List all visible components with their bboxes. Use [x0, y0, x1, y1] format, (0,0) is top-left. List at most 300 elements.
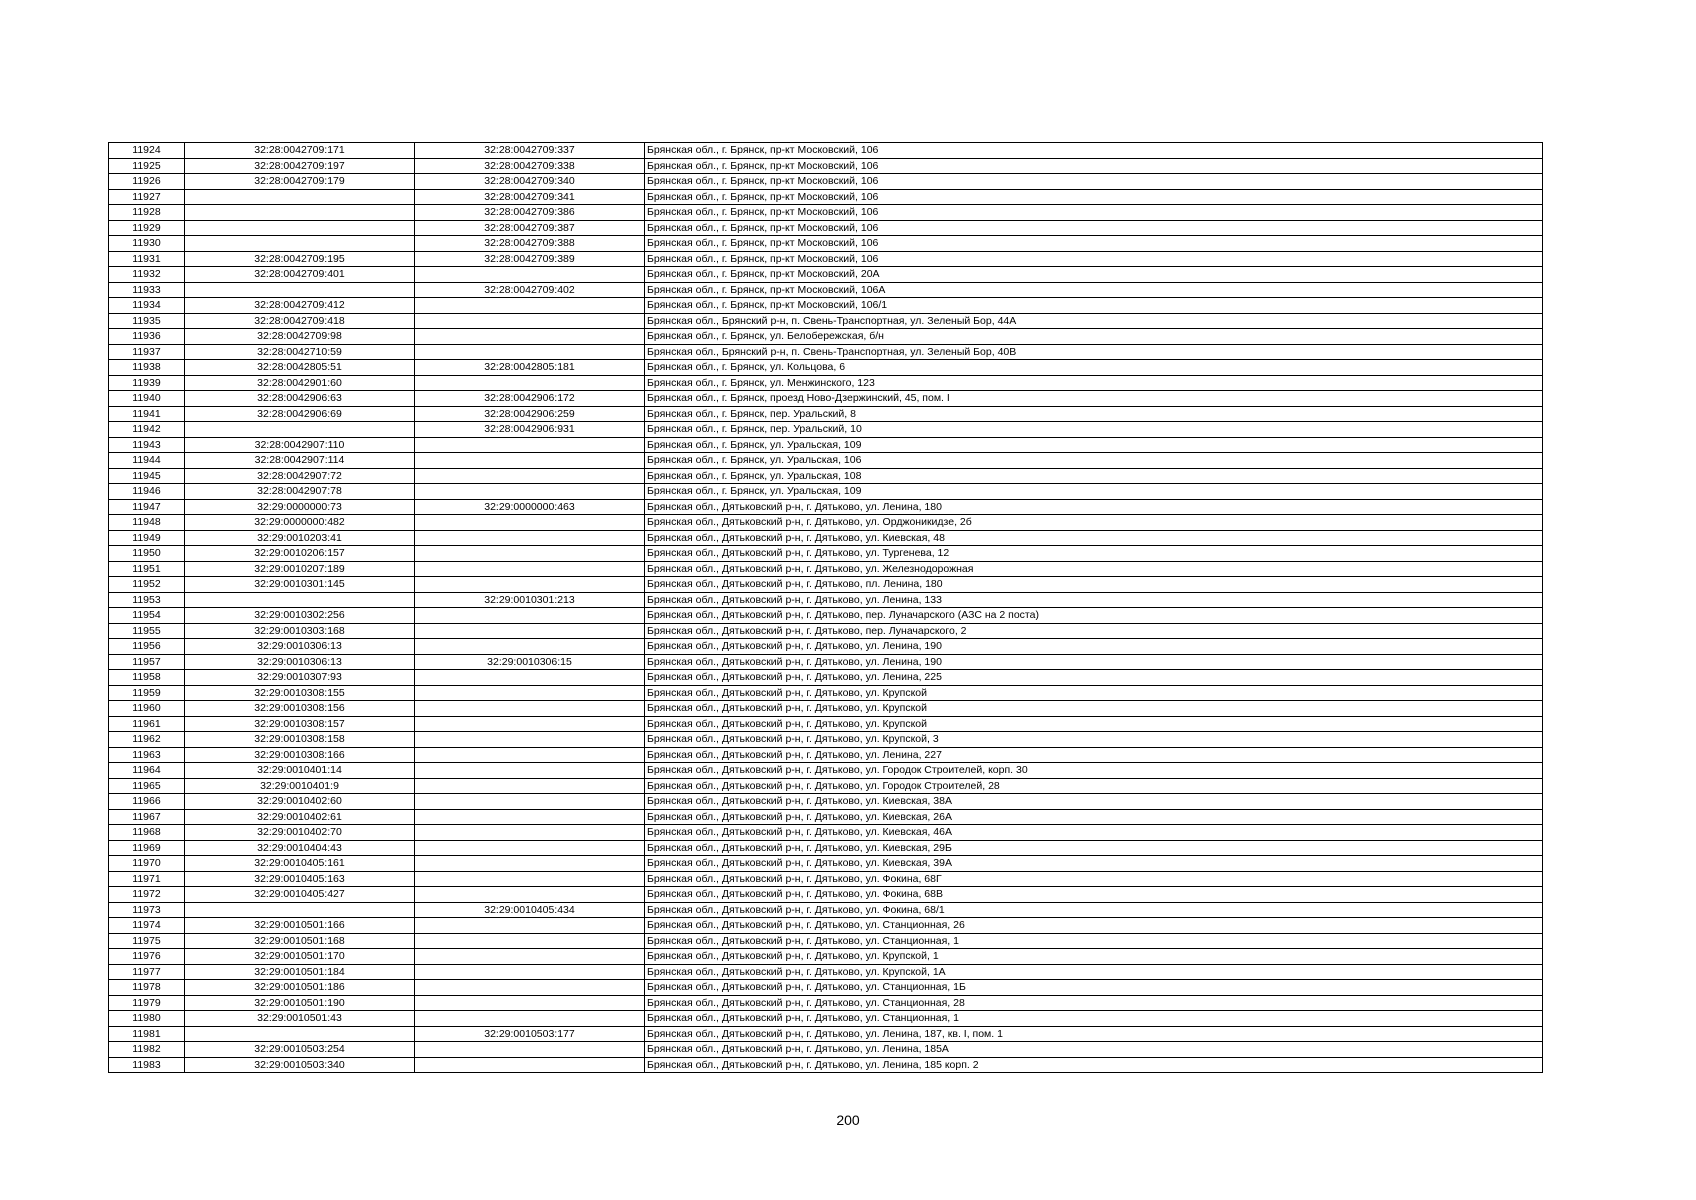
- address-cell: Брянская обл., Дятьковский р-н, г. Дятьково, ул. Киевская, 29Б: [645, 840, 1543, 856]
- cadastral-number-building-cell: [415, 546, 645, 562]
- cadastral-number-building-cell: [415, 639, 645, 655]
- cadastral-number-land-cell: 32:28:0042906:63: [185, 391, 415, 407]
- cadastral-number-land-cell: [185, 282, 415, 298]
- table-row: [109, 964, 1543, 980]
- address-cell: Брянская обл., Дятьковский р-н, г. Дятьково, ул. Ленина, 225: [645, 670, 1543, 686]
- row-number-cell: 11945: [109, 468, 185, 484]
- cadastral-number-land-cell: 32:29:0010501:190: [185, 995, 415, 1011]
- cadastral-number-land-cell: 32:29:0010308:157: [185, 716, 415, 732]
- address-cell: Брянская обл., г. Брянск, пер. Уральский, 10: [645, 422, 1543, 438]
- cadastral-number-land-cell: 32:28:0042901:60: [185, 375, 415, 391]
- address-cell: Брянская обл., Дятьковский р-н, г. Дятьково, ул. Ленина, 180: [645, 499, 1543, 515]
- table-row: [109, 329, 1543, 345]
- table-row: [109, 313, 1543, 329]
- address-cell: Брянская обл., г. Брянск, ул. Уральская, 108: [645, 468, 1543, 484]
- row-number-cell: 11924: [109, 143, 185, 159]
- cadastral-number-land-cell: 32:28:0042709:197: [185, 158, 415, 174]
- address-cell: Брянская обл., Брянский р-н, п. Свень-Транспортная, ул. Зеленый Бор, 40В: [645, 344, 1543, 360]
- cadastral-number-land-cell: 32:29:0010501:43: [185, 1011, 415, 1027]
- address-cell: Брянская обл., Дятьковский р-н, г. Дятьково, ул. Фокина, 68Г: [645, 871, 1543, 887]
- row-number-cell: 11966: [109, 794, 185, 810]
- cadastral-number-land-cell: 32:29:0010503:254: [185, 1042, 415, 1058]
- cadastral-number-land-cell: 32:29:0010308:155: [185, 685, 415, 701]
- address-cell: Брянская обл., г. Брянск, пр-кт Московский, 20А: [645, 267, 1543, 283]
- cadastral-number-building-cell: [415, 298, 645, 314]
- table-row: [109, 732, 1543, 748]
- cadastral-number-building-cell: 32:29:0010405:434: [415, 902, 645, 918]
- row-number-cell: 11930: [109, 236, 185, 252]
- address-cell: Брянская обл., Дятьковский р-н, г. Дятьково, ул. Орджоникидзе, 2б: [645, 515, 1543, 531]
- address-cell: Брянская обл., Дятьковский р-н, г. Дятьково, ул. Ленина, 133: [645, 592, 1543, 608]
- cadastral-number-building-cell: [415, 949, 645, 965]
- row-number-cell: 11974: [109, 918, 185, 934]
- table-row: [109, 933, 1543, 949]
- table-row: [109, 406, 1543, 422]
- address-cell: Брянская обл., г. Брянск, пер. Уральский, 8: [645, 406, 1543, 422]
- row-number-cell: 11970: [109, 856, 185, 872]
- cadastral-number-building-cell: [415, 313, 645, 329]
- row-number-cell: 11962: [109, 732, 185, 748]
- row-number-cell: 11971: [109, 871, 185, 887]
- cadastral-number-land-cell: 32:29:0010302:256: [185, 608, 415, 624]
- row-number-cell: 11936: [109, 329, 185, 345]
- cadastral-number-land-cell: 32:29:0010501:186: [185, 980, 415, 996]
- cadastral-number-land-cell: [185, 592, 415, 608]
- row-number-cell: 11968: [109, 825, 185, 841]
- cadastral-number-land-cell: 32:29:0000000:73: [185, 499, 415, 515]
- row-number-cell: 11951: [109, 561, 185, 577]
- table-row: [109, 856, 1543, 872]
- row-number-cell: 11964: [109, 763, 185, 779]
- address-cell: Брянская обл., г. Брянск, ул. Уральская, 109: [645, 484, 1543, 500]
- cadastral-number-land-cell: 32:29:0010303:168: [185, 623, 415, 639]
- table-row: [109, 422, 1543, 438]
- cadastral-number-building-cell: 32:28:0042709:388: [415, 236, 645, 252]
- cadastral-number-building-cell: [415, 515, 645, 531]
- cadastral-number-land-cell: 32:29:0000000:482: [185, 515, 415, 531]
- row-number-cell: 11965: [109, 778, 185, 794]
- cadastral-number-land-cell: 32:29:0010207:189: [185, 561, 415, 577]
- cadastral-number-land-cell: 32:29:0010404:43: [185, 840, 415, 856]
- cadastral-number-building-cell: [415, 561, 645, 577]
- row-number-cell: 11928: [109, 205, 185, 221]
- address-cell: Брянская обл., г. Брянск, ул. Кольцова, 6: [645, 360, 1543, 376]
- table-row: [109, 484, 1543, 500]
- row-number-cell: 11959: [109, 685, 185, 701]
- cadastral-number-land-cell: [185, 189, 415, 205]
- address-cell: Брянская обл., Дятьковский р-н, г. Дятьково, ул. Киевская, 48: [645, 530, 1543, 546]
- cadastral-number-land-cell: 32:28:0042907:110: [185, 437, 415, 453]
- cadastral-number-building-cell: [415, 623, 645, 639]
- row-number-cell: 11934: [109, 298, 185, 314]
- table-row: [109, 871, 1543, 887]
- table-row: [109, 654, 1543, 670]
- address-cell: Брянская обл., Дятьковский р-н, г. Дятьково, ул. Ленина, 190: [645, 654, 1543, 670]
- address-cell: Брянская обл., Дятьковский р-н, г. Дятьково, ул. Станционная, 1Б: [645, 980, 1543, 996]
- cadastral-number-land-cell: 32:28:0042907:114: [185, 453, 415, 469]
- cadastral-number-land-cell: 32:29:0010402:60: [185, 794, 415, 810]
- cadastral-number-building-cell: [415, 530, 645, 546]
- cadastral-number-building-cell: 32:29:0000000:463: [415, 499, 645, 515]
- address-cell: Брянская обл., г. Брянск, пр-кт Московский, 106: [645, 174, 1543, 190]
- cadastral-number-land-cell: 32:29:0010501:168: [185, 933, 415, 949]
- table-row: [109, 716, 1543, 732]
- row-number-cell: 11925: [109, 158, 185, 174]
- table-row: [109, 174, 1543, 190]
- row-number-cell: 11931: [109, 251, 185, 267]
- row-number-cell: 11939: [109, 375, 185, 391]
- page-number: 200: [836, 1112, 860, 1128]
- table-row: [109, 1011, 1543, 1027]
- table-row: [109, 608, 1543, 624]
- address-cell: Брянская обл., г. Брянск, пр-кт Московский, 106: [645, 189, 1543, 205]
- cadastral-number-land-cell: 32:29:0010301:145: [185, 577, 415, 593]
- cadastral-number-building-cell: 32:29:0010306:15: [415, 654, 645, 670]
- table-row: [109, 453, 1543, 469]
- cadastral-number-building-cell: [415, 747, 645, 763]
- table-row: [109, 763, 1543, 779]
- cadastral-number-building-cell: [415, 670, 645, 686]
- address-cell: Брянская обл., Дятьковский р-н, г. Дятьково, ул. Фокина, 68В: [645, 887, 1543, 903]
- row-number-cell: 11940: [109, 391, 185, 407]
- row-number-cell: 11926: [109, 174, 185, 190]
- cadastral-number-land-cell: 32:28:0042907:78: [185, 484, 415, 500]
- cadastral-number-land-cell: [185, 205, 415, 221]
- table-row: [109, 747, 1543, 763]
- address-cell: Брянская обл., Дятьковский р-н, г. Дятьково, ул. Киевская, 46А: [645, 825, 1543, 841]
- cadastral-number-building-cell: [415, 856, 645, 872]
- table-row: [109, 887, 1543, 903]
- table-row: [109, 391, 1543, 407]
- row-number-cell: 11982: [109, 1042, 185, 1058]
- cadastral-number-land-cell: 32:29:0010401:9: [185, 778, 415, 794]
- address-cell: Брянская обл., Дятьковский р-н, г. Дятьково, ул. Станционная, 1: [645, 1011, 1543, 1027]
- table-row: [109, 515, 1543, 531]
- table-row: [109, 282, 1543, 298]
- row-number-cell: 11980: [109, 1011, 185, 1027]
- cadastral-number-land-cell: [185, 902, 415, 918]
- address-cell: Брянская обл., Дятьковский р-н, г. Дятьково, пл. Ленина, 180: [645, 577, 1543, 593]
- cadastral-number-land-cell: [185, 220, 415, 236]
- cadastral-number-building-cell: 32:28:0042805:181: [415, 360, 645, 376]
- row-number-cell: 11961: [109, 716, 185, 732]
- address-cell: Брянская обл., Дятьковский р-н, г. Дятьково, ул. Крупской: [645, 701, 1543, 717]
- table-row: [109, 840, 1543, 856]
- row-number-cell: 11957: [109, 654, 185, 670]
- row-number-cell: 11929: [109, 220, 185, 236]
- address-cell: Брянская обл., Дятьковский р-н, г. Дятьково, ул. Крупской, 1А: [645, 964, 1543, 980]
- table-row: [109, 468, 1543, 484]
- row-number-cell: 11981: [109, 1026, 185, 1042]
- cadastral-number-building-cell: 32:28:0042906:259: [415, 406, 645, 422]
- cadastral-number-building-cell: [415, 825, 645, 841]
- cadastral-number-land-cell: 32:28:0042709:195: [185, 251, 415, 267]
- cadastral-number-building-cell: [415, 763, 645, 779]
- cadastral-number-land-cell: 32:29:0010501:184: [185, 964, 415, 980]
- cadastral-number-building-cell: [415, 794, 645, 810]
- cadastral-number-land-cell: 32:28:0042906:69: [185, 406, 415, 422]
- address-cell: Брянская обл., г. Брянск, пр-кт Московский, 106: [645, 158, 1543, 174]
- address-cell: Брянская обл., Дятьковский р-н, г. Дятьково, ул. Ленина, 185 корп. 2: [645, 1057, 1543, 1073]
- cadastral-number-land-cell: 32:28:0042805:51: [185, 360, 415, 376]
- table-row: [109, 825, 1543, 841]
- cadastral-number-building-cell: [415, 809, 645, 825]
- table-row: [109, 809, 1543, 825]
- address-cell: Брянская обл., Дятьковский р-н, г. Дятьково, пер. Луначарского (АЗС на 2 поста): [645, 608, 1543, 624]
- cadastral-number-building-cell: [415, 980, 645, 996]
- table-row: [109, 375, 1543, 391]
- cadastral-number-building-cell: [415, 1011, 645, 1027]
- cadastral-number-land-cell: 32:28:0042709:418: [185, 313, 415, 329]
- cadastral-number-building-cell: 32:28:0042709:389: [415, 251, 645, 267]
- address-cell: Брянская обл., г. Брянск, ул. Менжинского, 123: [645, 375, 1543, 391]
- address-cell: Брянская обл., г. Брянск, пр-кт Московский, 106А: [645, 282, 1543, 298]
- row-number-cell: 11955: [109, 623, 185, 639]
- row-number-cell: 11975: [109, 933, 185, 949]
- table-row: [109, 1057, 1543, 1073]
- table-row: [109, 902, 1543, 918]
- row-number-cell: 11933: [109, 282, 185, 298]
- cadastral-number-land-cell: 32:28:0042709:179: [185, 174, 415, 190]
- address-cell: Брянская обл., Дятьковский р-н, г. Дятьково, ул. Ленина, 190: [645, 639, 1543, 655]
- address-cell: Брянская обл., Дятьковский р-н, г. Дятьково, ул. Киевская, 38А: [645, 794, 1543, 810]
- row-number-cell: 11935: [109, 313, 185, 329]
- cadastral-number-land-cell: [185, 422, 415, 438]
- cadastral-number-land-cell: 32:29:0010405:163: [185, 871, 415, 887]
- table-row: [109, 592, 1543, 608]
- row-number-cell: 11960: [109, 701, 185, 717]
- table-row: [109, 220, 1543, 236]
- table-row: [109, 980, 1543, 996]
- address-cell: Брянская обл., г. Брянск, ул. Уральская, 106: [645, 453, 1543, 469]
- cadastral-number-land-cell: 32:29:0010401:14: [185, 763, 415, 779]
- table-row: [109, 995, 1543, 1011]
- row-number-cell: 11932: [109, 267, 185, 283]
- cadastral-number-building-cell: [415, 608, 645, 624]
- table-row: [109, 701, 1543, 717]
- cadastral-number-building-cell: [415, 484, 645, 500]
- cadastral-number-building-cell: [415, 468, 645, 484]
- cadastral-number-land-cell: 32:29:0010308:156: [185, 701, 415, 717]
- cadastral-number-building-cell: 32:28:0042709:402: [415, 282, 645, 298]
- address-cell: Брянская обл., г. Брянск, проезд Ново-Дзержинский, 45, пом. I: [645, 391, 1543, 407]
- address-cell: Брянская обл., Дятьковский р-н, г. Дятьково, ул. Станционная, 26: [645, 918, 1543, 934]
- cadastral-number-building-cell: 32:28:0042709:387: [415, 220, 645, 236]
- cadastral-number-building-cell: [415, 267, 645, 283]
- table-row: [109, 1042, 1543, 1058]
- row-number-cell: 11942: [109, 422, 185, 438]
- row-number-cell: 11952: [109, 577, 185, 593]
- table-row: [109, 623, 1543, 639]
- table-row: [109, 205, 1543, 221]
- table-row: [109, 577, 1543, 593]
- address-cell: Брянская обл., г. Брянск, пр-кт Московский, 106/1: [645, 298, 1543, 314]
- cadastral-table: [108, 142, 1543, 1073]
- table-row: [109, 546, 1543, 562]
- cadastral-number-building-cell: [415, 375, 645, 391]
- cadastral-number-land-cell: 32:29:0010501:170: [185, 949, 415, 965]
- table-row: [109, 670, 1543, 686]
- cadastral-number-building-cell: [415, 1057, 645, 1073]
- cadastral-number-building-cell: 32:28:0042709:338: [415, 158, 645, 174]
- cadastral-number-land-cell: 32:29:0010402:61: [185, 809, 415, 825]
- table-row: [109, 1026, 1543, 1042]
- table-row: [109, 344, 1543, 360]
- row-number-cell: 11972: [109, 887, 185, 903]
- table-row: [109, 639, 1543, 655]
- address-cell: Брянская обл., Дятьковский р-н, г. Дятьково, ул. Киевская, 39А: [645, 856, 1543, 872]
- row-number-cell: 11969: [109, 840, 185, 856]
- row-number-cell: 11946: [109, 484, 185, 500]
- cadastral-number-land-cell: 32:29:0010307:93: [185, 670, 415, 686]
- address-cell: Брянская обл., г. Брянск, ул. Уральская, 109: [645, 437, 1543, 453]
- address-cell: Брянская обл., г. Брянск, пр-кт Московский, 106: [645, 143, 1543, 159]
- cadastral-number-building-cell: [415, 685, 645, 701]
- address-cell: Брянская обл., Дятьковский р-н, г. Дятьково, ул. Ленина, 185А: [645, 1042, 1543, 1058]
- table-row: [109, 360, 1543, 376]
- table-row: [109, 189, 1543, 205]
- cadastral-number-building-cell: [415, 453, 645, 469]
- table-row: [109, 158, 1543, 174]
- address-cell: Брянская обл., Дятьковский р-н, г. Дятьково, ул. Железнодорожная: [645, 561, 1543, 577]
- cadastral-number-land-cell: 32:29:0010206:157: [185, 546, 415, 562]
- cadastral-number-building-cell: [415, 918, 645, 934]
- cadastral-number-building-cell: [415, 778, 645, 794]
- address-cell: Брянская обл., Дятьковский р-н, г. Дятьково, ул. Крупской: [645, 716, 1543, 732]
- row-number-cell: 11949: [109, 530, 185, 546]
- address-cell: Брянская обл., Дятьковский р-н, г. Дятьково, ул. Тургенева, 12: [645, 546, 1543, 562]
- cadastral-number-land-cell: [185, 1026, 415, 1042]
- cadastral-number-building-cell: [415, 933, 645, 949]
- cadastral-number-building-cell: [415, 840, 645, 856]
- row-number-cell: 11976: [109, 949, 185, 965]
- cadastral-number-land-cell: 32:29:0010306:13: [185, 654, 415, 670]
- cadastral-number-building-cell: [415, 995, 645, 1011]
- cadastral-number-land-cell: 32:29:0010203:41: [185, 530, 415, 546]
- address-cell: Брянская обл., г. Брянск, пр-кт Московский, 106: [645, 236, 1543, 252]
- cadastral-number-building-cell: 32:29:0010301:213: [415, 592, 645, 608]
- cadastral-table-body: [109, 143, 1543, 1073]
- cadastral-number-building-cell: 32:28:0042709:341: [415, 189, 645, 205]
- address-cell: Брянская обл., Дятьковский р-н, г. Дятьково, ул. Ленина, 227: [645, 747, 1543, 763]
- row-number-cell: 11943: [109, 437, 185, 453]
- address-cell: Брянская обл., Дятьковский р-н, г. Дятьково, ул. Ленина, 187, кв. I, пом. 1: [645, 1026, 1543, 1042]
- row-number-cell: 11977: [109, 964, 185, 980]
- table-row: [109, 918, 1543, 934]
- row-number-cell: 11947: [109, 499, 185, 515]
- cadastral-number-building-cell: [415, 437, 645, 453]
- cadastral-number-land-cell: 32:29:0010306:13: [185, 639, 415, 655]
- row-number-cell: 11967: [109, 809, 185, 825]
- row-number-cell: 11948: [109, 515, 185, 531]
- table-row: [109, 236, 1543, 252]
- address-cell: Брянская обл., Дятьковский р-н, г. Дятьково, ул. Городок Строителей, 28: [645, 778, 1543, 794]
- row-number-cell: 11938: [109, 360, 185, 376]
- cadastral-number-land-cell: 32:29:0010402:70: [185, 825, 415, 841]
- row-number-cell: 11958: [109, 670, 185, 686]
- table-row: [109, 437, 1543, 453]
- row-number-cell: 11937: [109, 344, 185, 360]
- address-cell: Брянская обл., г. Брянск, пр-кт Московский, 106: [645, 205, 1543, 221]
- table-row: [109, 561, 1543, 577]
- table-row: [109, 685, 1543, 701]
- row-number-cell: 11979: [109, 995, 185, 1011]
- cadastral-number-building-cell: [415, 732, 645, 748]
- table-row: [109, 949, 1543, 965]
- table-row: [109, 267, 1543, 283]
- table-row: [109, 499, 1543, 515]
- cadastral-number-building-cell: [415, 964, 645, 980]
- row-number-cell: 11953: [109, 592, 185, 608]
- address-cell: Брянская обл., г. Брянск, пр-кт Московский, 106: [645, 251, 1543, 267]
- address-cell: Брянская обл., Дятьковский р-н, г. Дятьково, ул. Фокина, 68/1: [645, 902, 1543, 918]
- row-number-cell: 11973: [109, 902, 185, 918]
- row-number-cell: 11950: [109, 546, 185, 562]
- cadastral-number-land-cell: 32:29:0010405:427: [185, 887, 415, 903]
- address-cell: Брянская обл., Брянский р-н, п. Свень-Транспортная, ул. Зеленый Бор, 44А: [645, 313, 1543, 329]
- cadastral-number-building-cell: 32:28:0042709:337: [415, 143, 645, 159]
- cadastral-number-land-cell: 32:28:0042907:72: [185, 468, 415, 484]
- address-cell: Брянская обл., г. Брянск, ул. Белобережская, б/н: [645, 329, 1543, 345]
- cadastral-number-land-cell: [185, 236, 415, 252]
- cadastral-number-land-cell: 32:28:0042709:171: [185, 143, 415, 159]
- row-number-cell: 11941: [109, 406, 185, 422]
- row-number-cell: 11983: [109, 1057, 185, 1073]
- row-number-cell: 11927: [109, 189, 185, 205]
- cadastral-number-land-cell: 32:28:0042709:98: [185, 329, 415, 345]
- cadastral-number-building-cell: [415, 701, 645, 717]
- table-row: [109, 778, 1543, 794]
- cadastral-number-land-cell: 32:28:0042709:401: [185, 267, 415, 283]
- row-number-cell: 11978: [109, 980, 185, 996]
- cadastral-number-building-cell: [415, 329, 645, 345]
- cadastral-number-building-cell: [415, 344, 645, 360]
- address-cell: Брянская обл., Дятьковский р-н, г. Дятьково, ул. Крупской, 3: [645, 732, 1543, 748]
- cadastral-number-land-cell: 32:29:0010501:166: [185, 918, 415, 934]
- cadastral-number-land-cell: 32:29:0010405:161: [185, 856, 415, 872]
- cadastral-number-building-cell: 32:28:0042709:340: [415, 174, 645, 190]
- row-number-cell: 11963: [109, 747, 185, 763]
- cadastral-number-building-cell: 32:28:0042709:386: [415, 205, 645, 221]
- row-number-cell: 11954: [109, 608, 185, 624]
- address-cell: Брянская обл., Дятьковский р-н, г. Дятьково, ул. Станционная, 28: [645, 995, 1543, 1011]
- table-row: [109, 298, 1543, 314]
- address-cell: Брянская обл., Дятьковский р-н, г. Дятьково, ул. Крупской, 1: [645, 949, 1543, 965]
- table-row: [109, 794, 1543, 810]
- cadastral-number-building-cell: [415, 1042, 645, 1058]
- address-cell: Брянская обл., г. Брянск, пр-кт Московский, 106: [645, 220, 1543, 236]
- table-row: [109, 530, 1543, 546]
- cadastral-number-building-cell: [415, 887, 645, 903]
- cadastral-number-building-cell: 32:28:0042906:931: [415, 422, 645, 438]
- table-row: [109, 143, 1543, 159]
- row-number-cell: 11956: [109, 639, 185, 655]
- address-cell: Брянская обл., Дятьковский р-н, г. Дятьково, ул. Крупской: [645, 685, 1543, 701]
- address-cell: Брянская обл., Дятьковский р-н, г. Дятьково, ул. Киевская, 26А: [645, 809, 1543, 825]
- cadastral-number-building-cell: [415, 716, 645, 732]
- cadastral-number-land-cell: 32:28:0042709:412: [185, 298, 415, 314]
- cadastral-number-building-cell: 32:29:0010503:177: [415, 1026, 645, 1042]
- cadastral-number-land-cell: 32:29:0010308:166: [185, 747, 415, 763]
- row-number-cell: 11944: [109, 453, 185, 469]
- address-cell: Брянская обл., Дятьковский р-н, г. Дятьково, ул. Станционная, 1: [645, 933, 1543, 949]
- cadastral-number-land-cell: 32:29:0010503:340: [185, 1057, 415, 1073]
- table-row: [109, 251, 1543, 267]
- cadastral-number-building-cell: [415, 577, 645, 593]
- address-cell: Брянская обл., Дятьковский р-н, г. Дятьково, пер. Луначарского, 2: [645, 623, 1543, 639]
- cadastral-number-land-cell: 32:28:0042710:59: [185, 344, 415, 360]
- cadastral-number-building-cell: [415, 871, 645, 887]
